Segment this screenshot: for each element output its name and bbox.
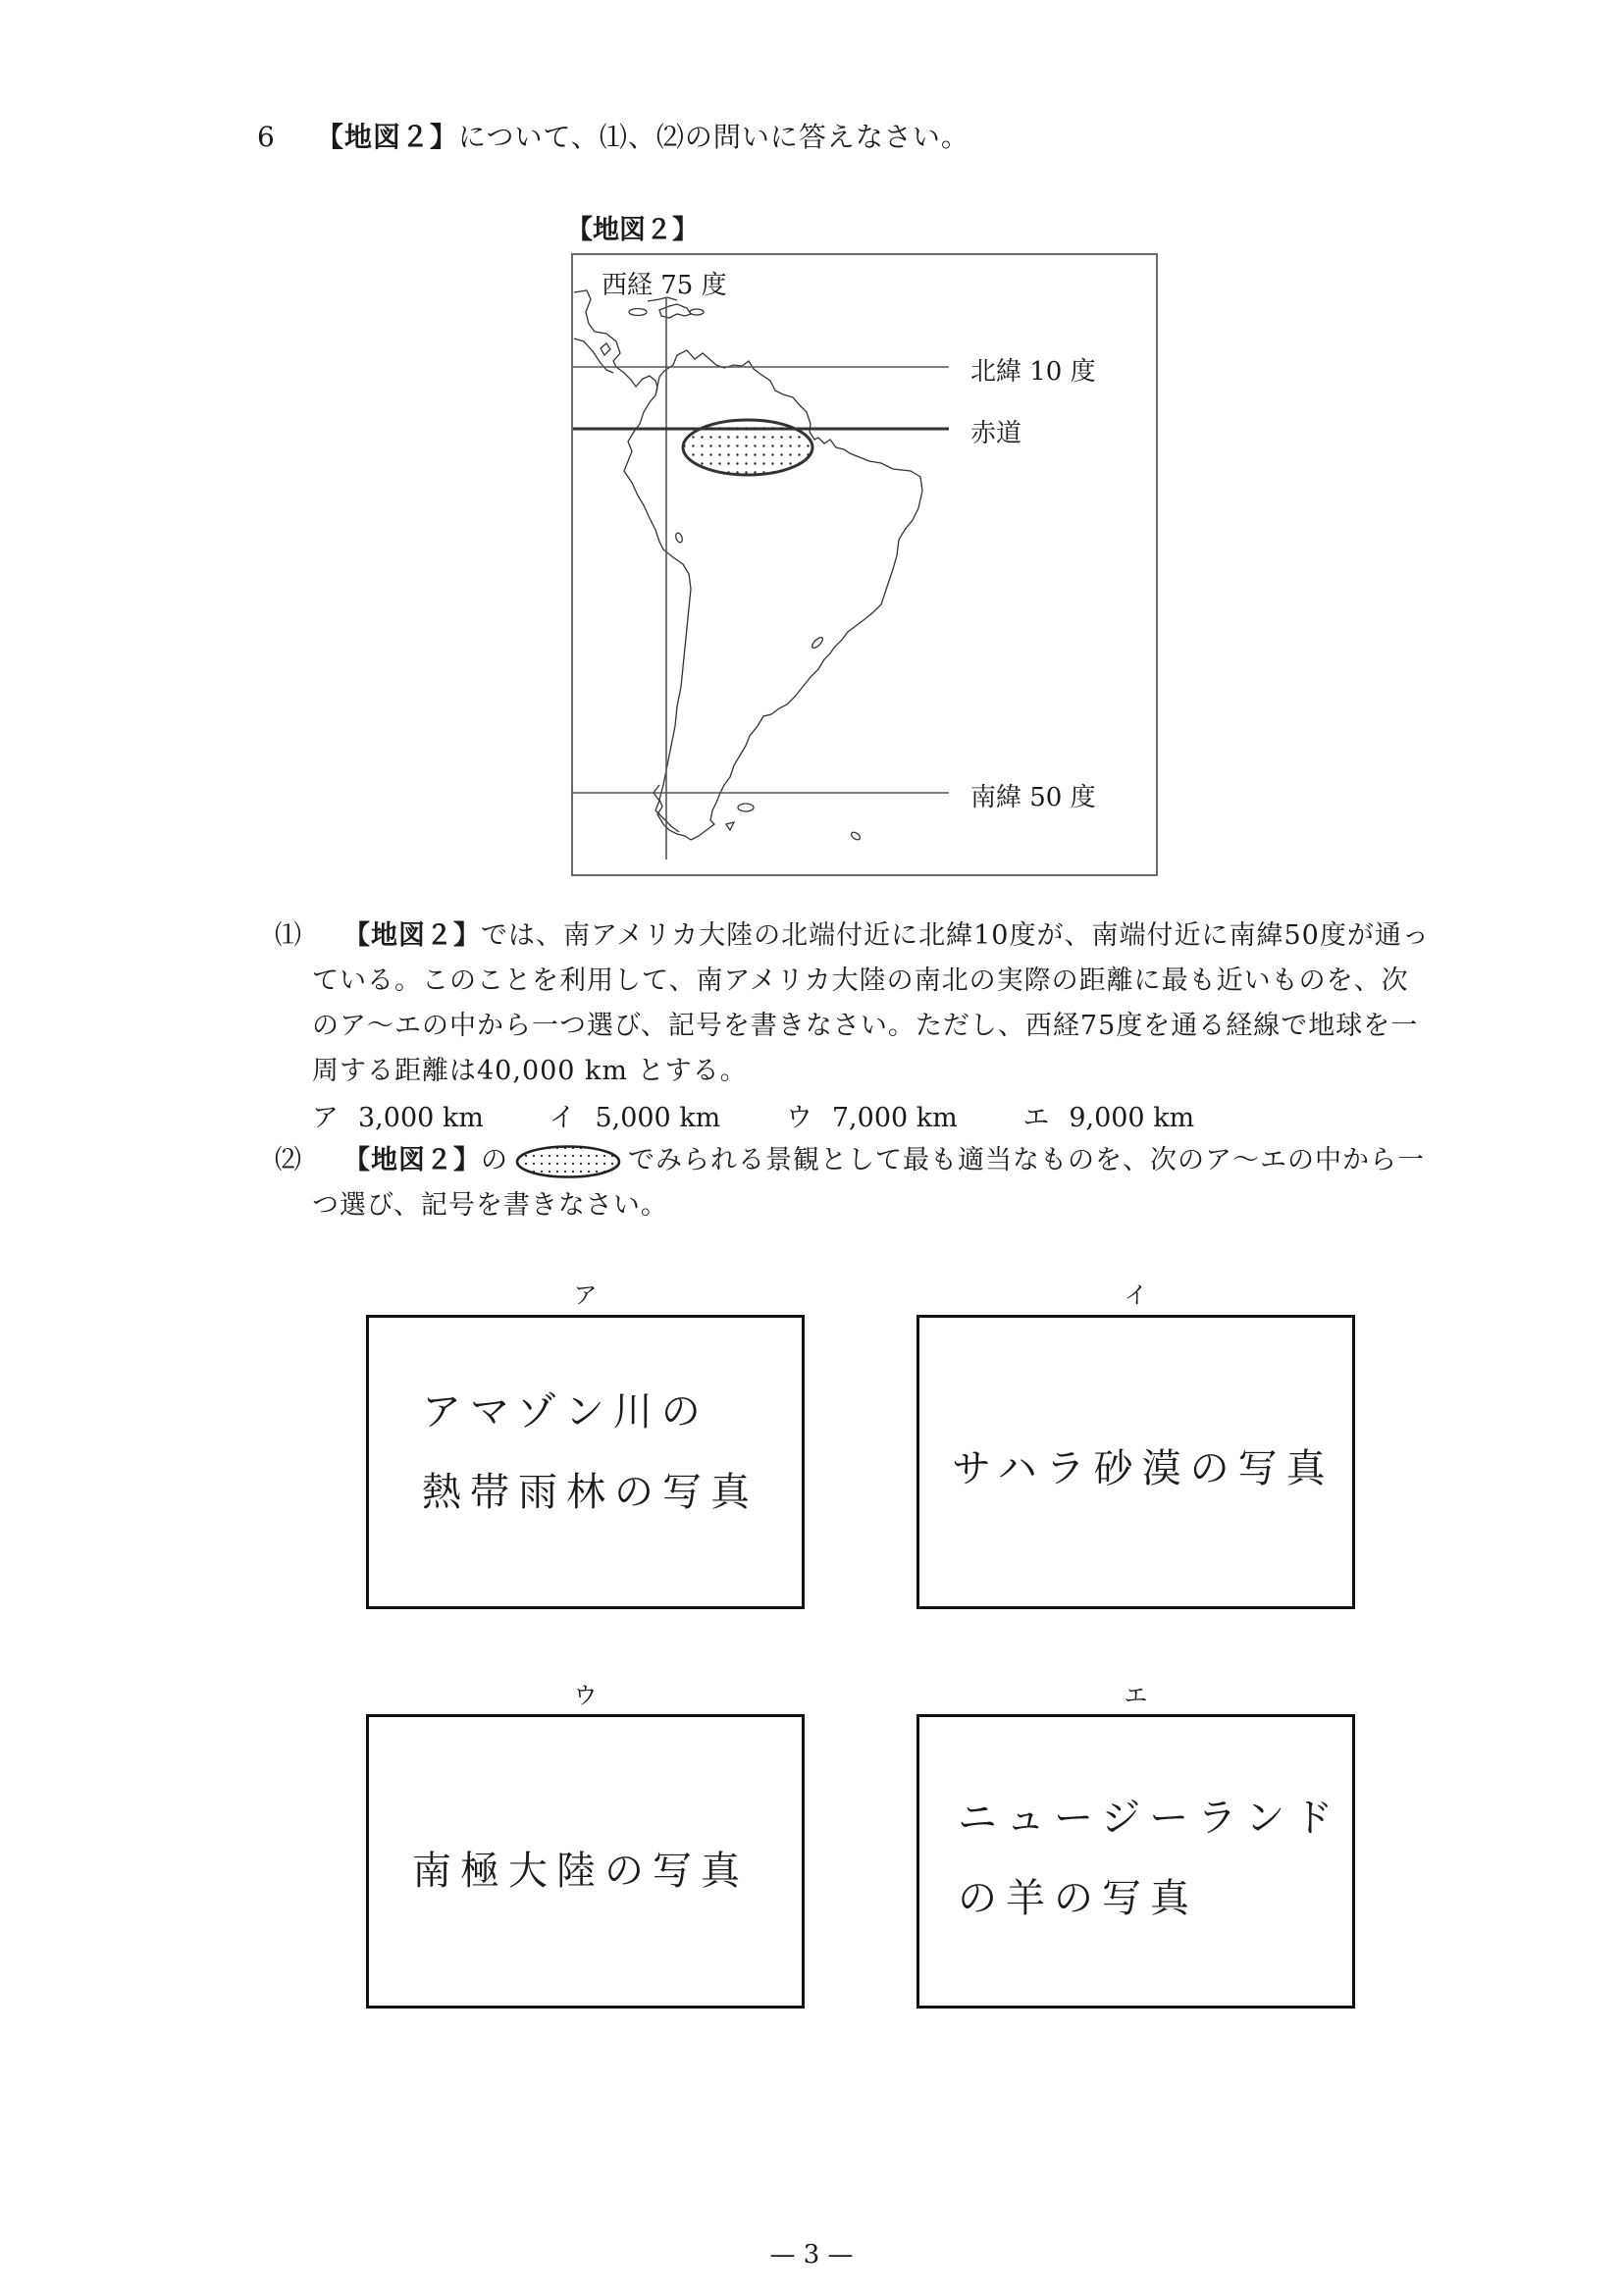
page-number: — 3 — — [769, 2240, 854, 2270]
subquestion-1-line-4: 周する距離は40,000 km とする。 — [312, 1056, 748, 1086]
map-reference: 【地図２】 — [343, 920, 481, 951]
map-reference: 【地図２】 — [343, 1145, 481, 1175]
answer-e-text: ニュージーランド の羊の写真 — [958, 1796, 1342, 1921]
subquestion-1-line-1: では、南アメリカ大陸の北端付近に北緯10度が、南端付近に南緯50度が通っ — [481, 920, 1430, 951]
map-reference: 【地図２】 — [316, 121, 459, 153]
subquestion-1-line-3: のア〜エの中から一つ選び、記号を書きなさい。ただし、西経75度を通る経線で地球を一 — [312, 1011, 1419, 1041]
label-south-50: 南緯 50 度 — [970, 783, 1096, 812]
label-north-10: 北緯 10 度 — [970, 357, 1096, 387]
answer-u-text: 南極大陸の写真 — [412, 1849, 749, 1894]
subquestion-1 — [275, 913, 1430, 1094]
subquestion-2 — [275, 1138, 1425, 1228]
subquestion-1-choices — [312, 1096, 1251, 1134]
south-america-map — [0, 0, 1623, 942]
choice-u: ウ 7,000 km — [785, 1103, 958, 1133]
highlight-region — [683, 420, 812, 475]
answer-u-label: ウ — [573, 1682, 598, 1709]
coastline-outline — [574, 290, 922, 841]
label-equator: 赤道 — [970, 419, 1022, 448]
answer-a-label: ア — [573, 1281, 598, 1309]
subquestion-1-line-2: ている。このことを利用して、南アメリカ大陸の南北の実際の距離に最も近いものを、次 — [312, 965, 1409, 996]
choice-e: エ 9,000 km — [1022, 1103, 1195, 1133]
label-meridian-75w: 西経 75 度 — [602, 271, 727, 300]
subquestion-2-text-post: でみられる景観として最も適当なものを、次のア〜エの中から一 — [628, 1145, 1425, 1175]
answer-e-label: エ — [1124, 1682, 1148, 1709]
map-title: 【地図２】 — [566, 215, 699, 245]
subquestion-1-number: ⑴ — [275, 920, 302, 951]
subquestion-2-line-2: つ選び、記号を書きなさい。 — [312, 1190, 668, 1221]
choice-a: ア 3,000 km — [312, 1103, 484, 1133]
subquestion-2-number: ⑵ — [275, 1145, 302, 1175]
subquestion-2-text-pre: の — [481, 1145, 508, 1175]
choice-i: イ 5,000 km — [549, 1103, 721, 1133]
dotted-oval-icon — [514, 1144, 622, 1179]
answer-i-text: サハラ砂漠の写真 — [952, 1446, 1335, 1491]
question-heading-text: について、⑴、⑵の問いに答えなさい。 — [458, 121, 969, 153]
question-number: 6 — [257, 121, 276, 153]
answer-a-text: アマゾン川の 熱帯雨林の写真 — [422, 1389, 759, 1515]
answer-i-label: イ — [1124, 1281, 1148, 1309]
